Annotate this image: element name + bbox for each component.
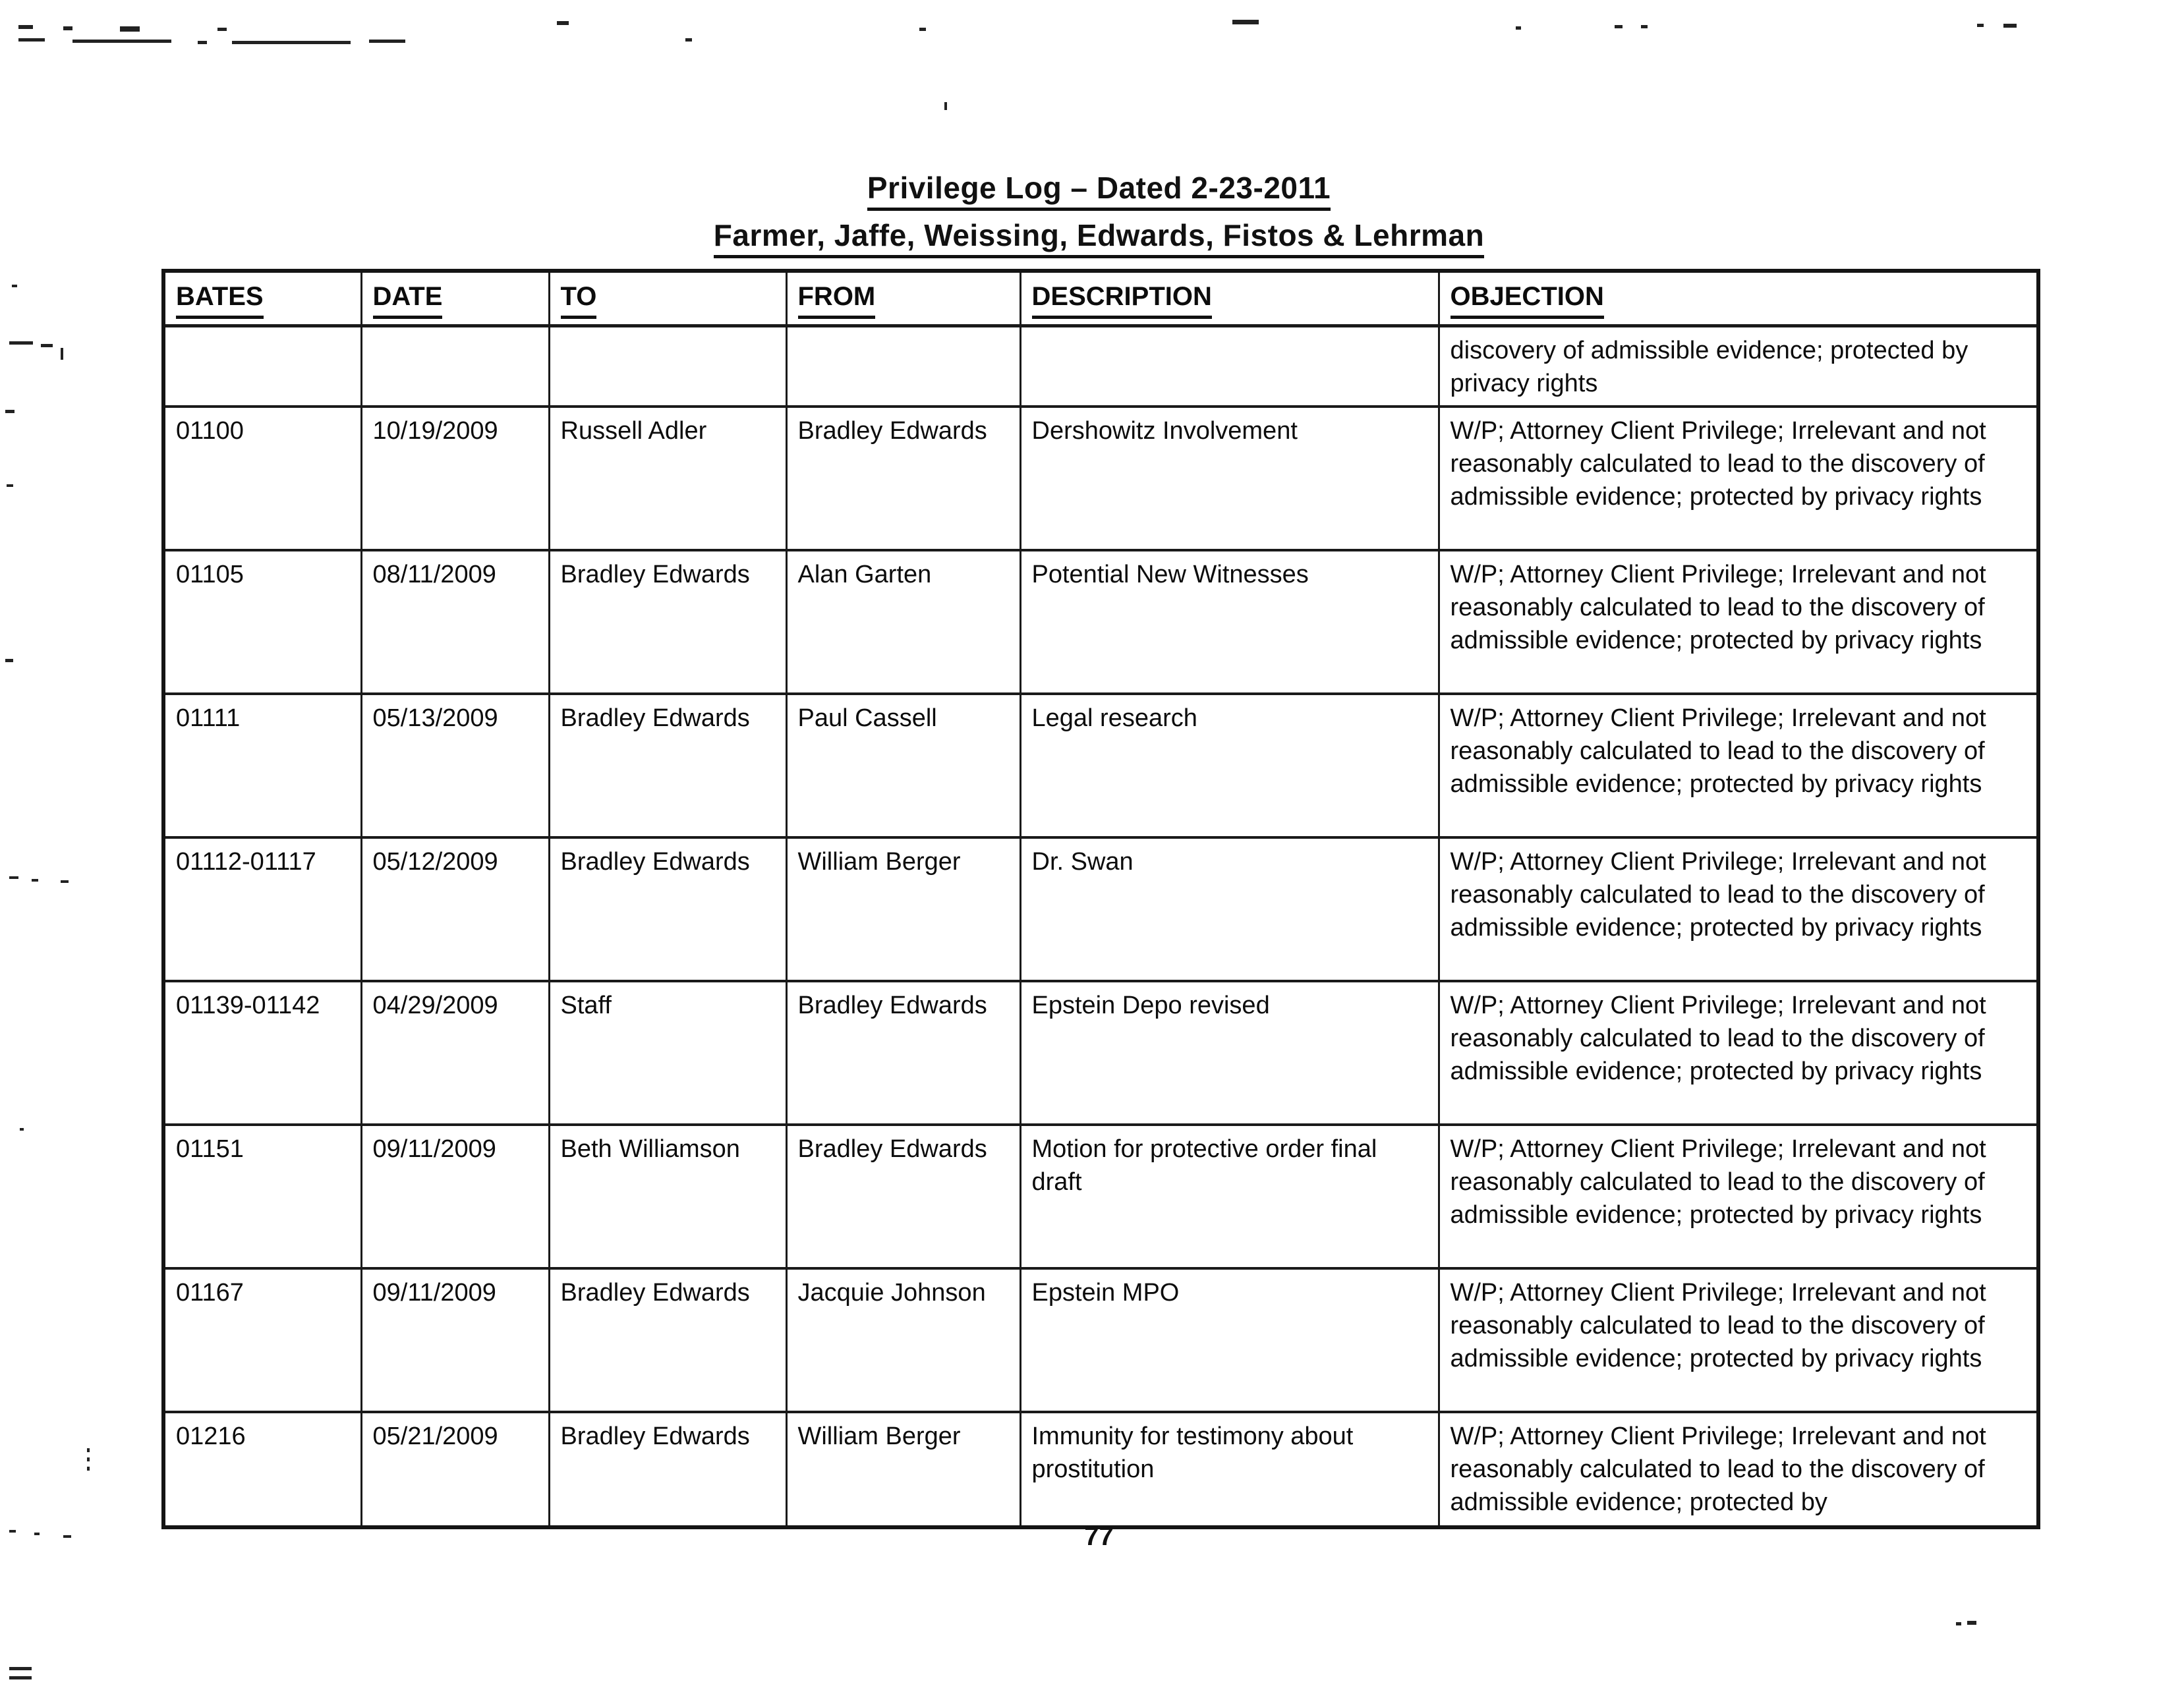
to-cell: Beth Williamson [549, 1125, 786, 1268]
scan-artifact [217, 28, 227, 31]
scan-artifact [61, 880, 69, 883]
description-cell: Dershowitz Involvement [1020, 407, 1439, 550]
scan-artifact [2003, 24, 2017, 28]
column-header-description: DESCRIPTION [1020, 271, 1439, 325]
scan-artifact [9, 1530, 16, 1533]
date-cell: 04/29/2009 [361, 981, 549, 1125]
scan-artifact [12, 285, 17, 287]
scan-artifact [9, 876, 18, 879]
page-number: 77 [1084, 1522, 1114, 1551]
table-row [163, 1412, 2038, 1527]
table-row [163, 407, 2038, 550]
to-cell: Bradley Edwards [549, 550, 786, 694]
description-cell: Immunity for testimony about prostitution [1020, 1412, 1439, 1527]
scan-artifact [1967, 1621, 1976, 1625]
to-cell: Bradley Edwards [549, 1412, 786, 1527]
scan-artifact [41, 344, 53, 347]
column-header-bates: BATES [163, 271, 361, 325]
scan-artifact [557, 21, 569, 25]
objection-cell: W/P; Attorney Client Privilege; Irrelevant and not reasonably calculated to lead to the discovery of admissible evidence; protected by privacy rights [1439, 407, 2038, 550]
scan-artifact [61, 348, 63, 360]
bates-cell: 01139-01142 [163, 981, 361, 1125]
description-cell: Legal research [1020, 694, 1439, 837]
description-cell: Potential New Witnesses [1020, 550, 1439, 694]
table-row [163, 325, 2038, 407]
date-cell: 05/21/2009 [361, 1412, 549, 1527]
objection-cell: W/P; Attorney Client Privilege; Irrelevant and not reasonably calculated to lead to the discovery of admissible evidence; protected by privacy rights [1439, 1125, 2038, 1268]
scan-artifact [919, 28, 926, 31]
scan-artifact [685, 38, 692, 42]
privilege-log-table [161, 269, 2040, 1529]
objection-cell: W/P; Attorney Client Privilege; Irrelevant and not reasonably calculated to lead to the discovery of admissible evidence; protected by privacy rights [1439, 981, 2038, 1125]
bates-cell: 01105 [163, 550, 361, 694]
table-row [163, 837, 2038, 981]
scan-artifact [20, 1128, 24, 1131]
to-cell: Bradley Edwards [549, 837, 786, 981]
scan-artifact [944, 102, 947, 110]
objection-cell: W/P; Attorney Client Privilege; Irrelevant and not reasonably calculated to lead to the discovery of admissible evidence; protected by privacy rights [1439, 837, 2038, 981]
from-cell: Paul Cassell [786, 694, 1020, 837]
from-cell: William Berger [786, 837, 1020, 981]
scan-artifact [18, 38, 45, 42]
scan-artifact [1977, 24, 1984, 27]
date-cell: 08/11/2009 [361, 550, 549, 694]
scan-artifact [120, 26, 140, 32]
scan-artifact [1516, 26, 1521, 30]
document-header [161, 170, 2036, 258]
from-cell: Jacquie Johnson [786, 1268, 1020, 1412]
from-cell: Alan Garten [786, 550, 1020, 694]
bates-cell [163, 325, 361, 407]
scan-artifact [9, 341, 33, 345]
bates-cell: 01216 [163, 1412, 361, 1527]
scan-artifact [1641, 25, 1648, 28]
date-cell: 09/11/2009 [361, 1125, 549, 1268]
from-cell: William Berger [786, 1412, 1020, 1527]
bates-cell: 01100 [163, 407, 361, 550]
scan-artifact [5, 659, 13, 662]
table-row [163, 1125, 2038, 1268]
bates-cell: 01111 [163, 694, 361, 837]
column-header-to: TO [549, 271, 786, 325]
table-row [163, 1268, 2038, 1412]
scan-artifact [9, 1676, 32, 1679]
scan-artifact [18, 25, 33, 29]
scan-artifact [63, 26, 72, 30]
objection-cell: W/P; Attorney Client Privilege; Irrelevant and not reasonably calculated to lead to the discovery of admissible evidence; protected by privacy rights [1439, 550, 2038, 694]
description-cell: Epstein Depo revised [1020, 981, 1439, 1125]
description-cell: Motion for protective order final draft [1020, 1125, 1439, 1268]
column-header-date: DATE [361, 271, 549, 325]
to-cell: Russell Adler [549, 407, 786, 550]
scan-artifact [34, 1533, 40, 1535]
to-cell: Bradley Edwards [549, 694, 786, 837]
to-cell: Staff [549, 981, 786, 1125]
scan-artifact [63, 1535, 71, 1538]
date-cell: 05/12/2009 [361, 837, 549, 981]
scan-artifact [72, 40, 171, 43]
bates-cell: 01167 [163, 1268, 361, 1412]
scan-artifact [369, 40, 405, 43]
bates-cell: 01112-01117 [163, 837, 361, 981]
scan-artifact [232, 41, 351, 44]
to-cell [549, 325, 786, 407]
scan-artifact [32, 879, 38, 882]
scan-artifact [7, 484, 13, 487]
from-cell: Bradley Edwards [786, 1125, 1020, 1268]
table-row [163, 981, 2038, 1125]
page-subtitle: Farmer, Jaffe, Weissing, Edwards, Fistos & Lehrman [161, 217, 2036, 258]
table-header-row [163, 271, 2038, 325]
column-header-objection: OBJECTION [1439, 271, 2038, 325]
bates-cell: 01151 [163, 1125, 361, 1268]
scan-artifact [1956, 1622, 1961, 1625]
objection-cell: discovery of admissible evidence; protected by privacy rights [1439, 325, 2038, 407]
date-cell: 09/11/2009 [361, 1268, 549, 1412]
date-cell: 05/13/2009 [361, 694, 549, 837]
scan-artifact [1615, 25, 1623, 28]
description-cell [1020, 325, 1439, 407]
table-row [163, 694, 2038, 837]
scan-artifact [5, 410, 14, 413]
description-cell: Epstein MPO [1020, 1268, 1439, 1412]
to-cell: Bradley Edwards [549, 1268, 786, 1412]
from-cell: Bradley Edwards [786, 407, 1020, 550]
scan-artifact [87, 1448, 90, 1452]
objection-cell: W/P; Attorney Client Privilege; Irrelevant and not reasonably calculated to lead to the discovery of admissible evidence; protected by privacy rights [1439, 694, 2038, 837]
date-cell [361, 325, 549, 407]
objection-cell: W/P; Attorney Client Privilege; Irrelevant and not reasonably calculated to lead to the discovery of admissible evidence; protected by privacy rights [1439, 1268, 2038, 1412]
from-cell [786, 325, 1020, 407]
scan-artifact [87, 1467, 90, 1471]
table-row [163, 550, 2038, 694]
from-cell: Bradley Edwards [786, 981, 1020, 1125]
date-cell: 10/19/2009 [361, 407, 549, 550]
description-cell: Dr. Swan [1020, 837, 1439, 981]
scan-artifact [9, 1667, 32, 1670]
scan-artifact [1232, 20, 1259, 24]
scan-artifact [87, 1457, 90, 1461]
column-header-from: FROM [786, 271, 1020, 325]
objection-cell: W/P; Attorney Client Privilege; Irrelevant and not reasonably calculated to lead to the discovery of admissible evidence; protected by [1439, 1412, 2038, 1527]
scan-artifact [198, 41, 207, 44]
page-title: Privilege Log – Dated 2-23-2011 [161, 170, 2036, 211]
